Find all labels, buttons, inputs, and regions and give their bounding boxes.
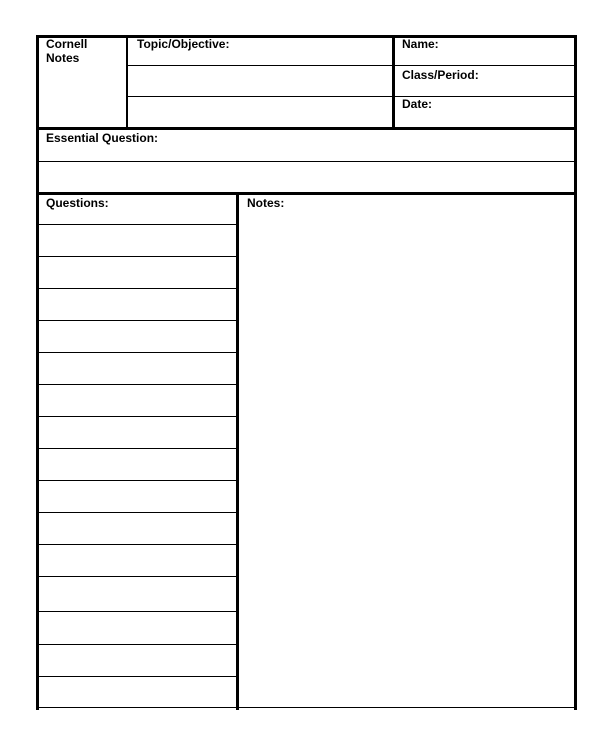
topic-line-1 xyxy=(127,65,393,66)
class-period-field[interactable] xyxy=(482,67,573,95)
page-bottom-line xyxy=(36,707,577,708)
name-label: Name: xyxy=(402,37,439,51)
topic-objective-field[interactable] xyxy=(230,37,390,64)
topic-objective-field-2[interactable] xyxy=(129,67,391,95)
header-bottom-border xyxy=(36,127,577,130)
info-line-1 xyxy=(394,65,575,66)
questions-area[interactable] xyxy=(40,226,235,706)
header-divider-info xyxy=(392,35,395,130)
essential-question-label: Essential Question: xyxy=(46,131,159,145)
header-right-border xyxy=(574,35,577,130)
essential-question-field-2[interactable] xyxy=(40,163,572,191)
date-field[interactable] xyxy=(436,98,573,126)
notes-right-border xyxy=(574,193,577,710)
name-field[interactable] xyxy=(442,37,573,64)
sheet-title-line-1: Cornell xyxy=(46,37,88,51)
notes-label: Notes: xyxy=(247,196,285,210)
topic-objective-label: Topic/Objective: xyxy=(137,37,230,51)
essential-mid-line xyxy=(38,161,575,162)
essential-bottom-border xyxy=(36,192,577,195)
header-divider-title xyxy=(126,35,128,130)
question-line xyxy=(38,224,238,225)
date-label: Date: xyxy=(402,97,433,111)
sheet-title xyxy=(46,37,87,65)
notes-area[interactable] xyxy=(241,214,572,706)
topic-objective-field-3[interactable] xyxy=(129,98,391,126)
questions-label: Questions: xyxy=(46,196,109,210)
questions-left-border xyxy=(36,193,39,710)
essential-question-field[interactable] xyxy=(170,131,572,159)
class-period-label: Class/Period: xyxy=(402,68,479,82)
header-left-border xyxy=(36,35,39,130)
sheet-title-line-2: Notes xyxy=(46,51,80,65)
topic-line-2 xyxy=(127,96,393,97)
column-divider xyxy=(236,193,239,710)
